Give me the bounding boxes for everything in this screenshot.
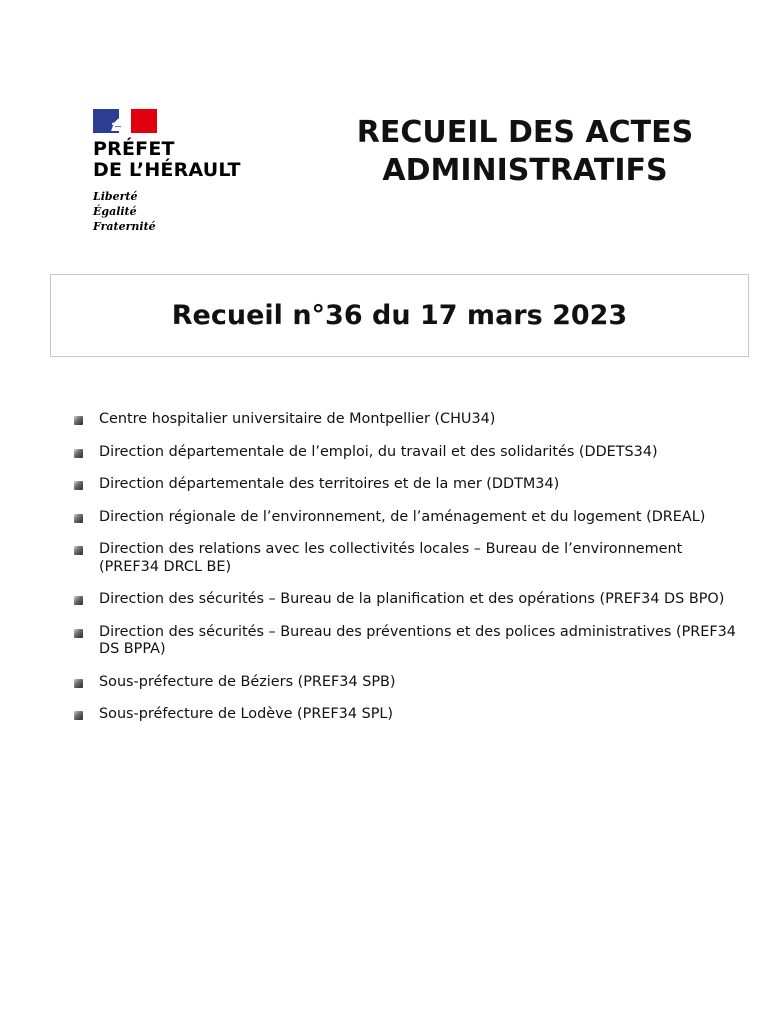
list-item — [74, 444, 744, 462]
bullet-icon — [74, 711, 83, 720]
list-item — [74, 674, 744, 692]
motto-egalite: Égalité — [93, 205, 137, 218]
list-item — [74, 591, 744, 609]
prefecture-name — [93, 139, 293, 181]
bullet-icon — [74, 416, 83, 425]
list-item — [74, 476, 744, 494]
list-item — [74, 411, 744, 429]
motto-fraternite: Fraternité — [93, 220, 156, 233]
recueil-box — [50, 274, 749, 357]
list-item — [74, 509, 744, 527]
bullet-icon — [74, 514, 83, 523]
document-title-line-2: ADMINISTRATIFS — [382, 153, 668, 188]
list-item-text: Centre hospitalier universitaire de Montpellier (CHU34) — [99, 411, 496, 427]
list-item — [74, 624, 744, 659]
list-item — [74, 541, 744, 576]
list-item-text: Direction départementale de l’emploi, du travail et des solidarités (DDETS34) — [99, 443, 658, 460]
recueil-title: Recueil n°36 du 17 mars 2023 — [171, 300, 628, 331]
prefecture-name-line-1: PRÉFET — [93, 138, 175, 160]
list-item-text: Direction régionale de l’environnement, de l’aménagement et du logement (DREAL) — [99, 508, 706, 525]
prefecture-name-line-2: DE L’HÉRAULT — [93, 159, 241, 181]
bullet-icon — [74, 449, 83, 458]
list-item-text: Direction des sécurités – Bureau de la planification et des opérations (PREF34 DS BPO) — [99, 591, 725, 607]
services-list — [74, 411, 744, 739]
document-title — [330, 114, 720, 190]
prefecture-logo — [93, 109, 293, 234]
document-title-line-1: RECUEIL DES ACTES — [356, 115, 694, 150]
bullet-icon — [74, 596, 83, 605]
list-item — [74, 706, 744, 724]
republic-motto — [93, 189, 293, 234]
bullet-icon — [74, 481, 83, 490]
list-item-text: Direction des sécurités – Bureau des préventions et des polices administratives (PREF34 DS BPPA) — [99, 623, 736, 657]
list-item-text: Sous-préfecture de Béziers (PREF34 SPB) — [99, 673, 396, 690]
list-item-text: Sous-préfecture de Lodève (PREF34 SPL) — [99, 706, 394, 722]
bullet-icon — [74, 679, 83, 688]
marianne-flag-icon — [93, 109, 157, 133]
list-item-text: Direction des relations avec les collectivités locales – Bureau de l’environnement (PREF34 DRCL BE) — [99, 541, 683, 575]
list-item-text: Direction départementale des territoires et de la mer (DDTM34) — [99, 476, 560, 492]
bullet-icon — [74, 546, 83, 555]
motto-liberte: Liberté — [93, 190, 138, 203]
bullet-icon — [74, 629, 83, 638]
